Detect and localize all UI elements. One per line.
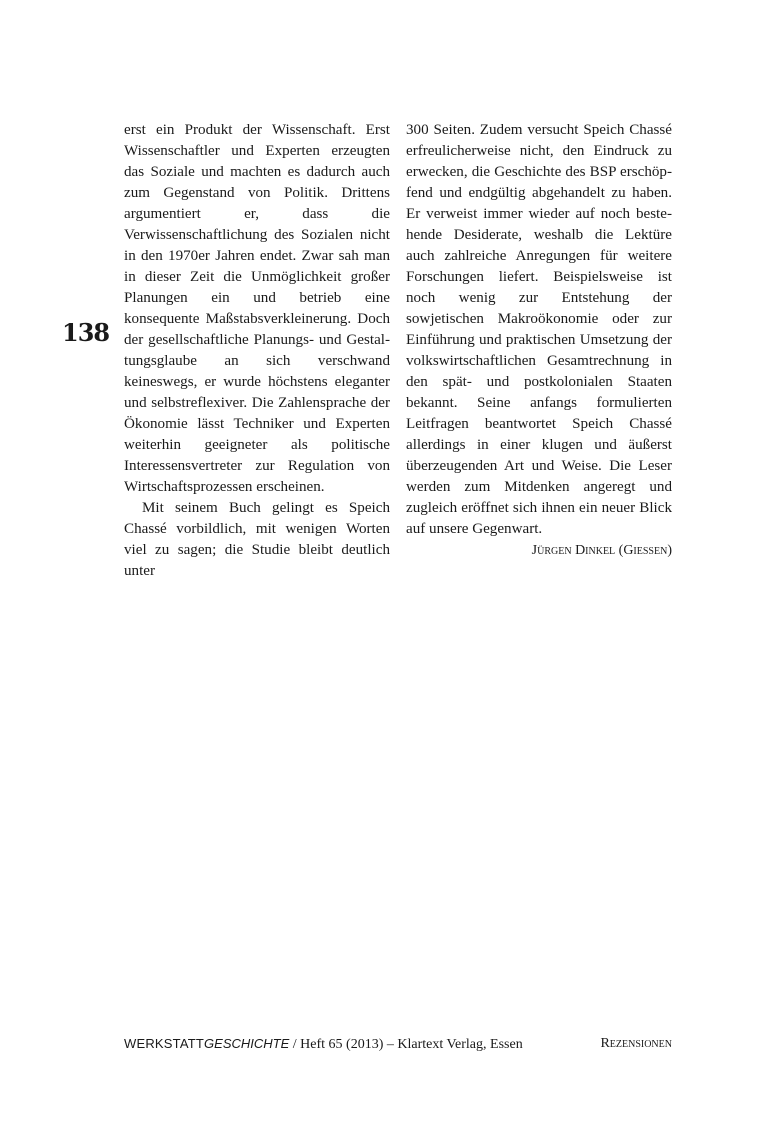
section-label: Rezensionen: [600, 1036, 672, 1051]
left-column: [124, 120, 390, 582]
right-paragraph-1: 300 Seiten. Zudem versucht Speich Chassé erfreulicherweise nicht, den Eindruck zu erwecken, die Geschichte des BSP erschöpfend und endgültig abgehandelt zu haben. Er verweist immer wieder auf noch bestehende Desiderate, weshalb die Lektüre auch zahlreiche Anregungen für weitere Forschungen liefert. Beispielsweise ist noch wenig zur Entstehung der sowjetischen Makroökonomie oder zur Einführung und praktischen Umsetzung der volkswirtschaftlichen Gesamtrechnung in den spät- und postkolonialen Staaten bekannt. Seine anfangs formulierten Leitfragen beantwortet Speich Chassé allerdings in einer klugen und äußerst überzeugenden Art und Weise. Die Leser werden zum Mitdenken angeregt und zugleich eröffnet sich ihnen ein neuer Blick auf unsere Gegenwart.: [406, 122, 672, 537]
right-column: [406, 120, 672, 561]
review-author: Jürgen Dinkel (Giessen): [531, 543, 672, 558]
journal-title-italic: GESCHICHTE: [204, 1036, 290, 1051]
issue-citation: / Heft 65 (2013) – Klartext Verlag, Essen: [289, 1037, 523, 1052]
journal-title-regular: WERKSTATT: [124, 1036, 205, 1051]
page-number: 138: [62, 318, 110, 347]
left-paragraph-2: Mit seinem Buch gelingt es Speich Chassé vorbildlich, mit wenigen Worten viel zu sagen; die Studie bleibt deutlich unter: [124, 500, 390, 579]
journal-citation: [124, 1036, 523, 1053]
left-paragraph-1: erst ein Produkt der Wissenschaft. Erst Wissenschaftler und Experten erzeugten das Soziale und machten es dadurch auch zum Gegenstand von Politik. Drittens argumentiert er, dass die Verwissenschaftlichung des Sozialen nicht in den 1970er Jahren endet. Zwar sah man in dieser Zeit die Unmöglichkeit großer Planungen ein und betrieb eine konsequente Maßstabsverkleinerung. Doch der gesellschaftliche Planungs- und Gestaltungsglaube an sich verschwand keineswegs, er wurde höchstens eleganter und selbstreflexiver. Die Zahlensprache der Ökonomie lässt Techniker und Experten weiterhin geeigneter als politische Interessensvertreter zur Regulation von Wirtschaftsprozessen erscheinen.: [124, 122, 390, 495]
